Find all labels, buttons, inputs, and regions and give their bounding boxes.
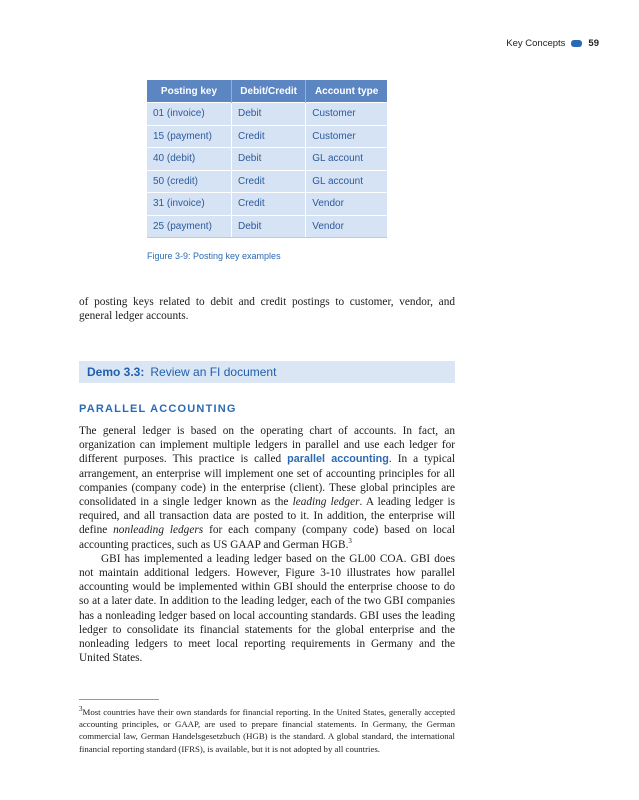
- table-cell: Credit: [232, 193, 306, 216]
- table-cell: 25 (payment): [147, 215, 232, 238]
- table-cell: Credit: [232, 125, 306, 148]
- table-row: [147, 170, 387, 193]
- footnote: [79, 706, 455, 755]
- section-heading: PARALLEL ACCOUNTING: [79, 403, 237, 415]
- table-cell: 31 (invoice): [147, 193, 232, 216]
- table-cell: 15 (payment): [147, 125, 232, 148]
- table-cell: Vendor: [306, 215, 387, 238]
- paragraph: [79, 424, 455, 552]
- table-cell: GL account: [306, 170, 387, 193]
- footnote-text: Most countries have their own standards for financial reporting. In the United States, generally accepted accounting principles, or GAAP, are used to prepare financial statements. In Germany, the German commercial law, German Handelsgesetzbuch (HGB) is the standard. A global standard, the international financial reporting standard (IFRS), is available, but it is not adopted by all countries.: [79, 707, 455, 754]
- demo-label: Demo 3.3:: [87, 365, 145, 379]
- page-number: 59: [588, 38, 599, 49]
- footnote-divider: [79, 699, 159, 700]
- table-header-row: [147, 80, 387, 103]
- table-header-cell: Debit/Credit: [232, 80, 306, 103]
- text-run: The general ledger is based on the operating chart of accounts. In fact, an organization can implement multiple ledgers in parallel and use each ledger for different purposes. This practice is called: [79, 425, 455, 466]
- table-cell: GL account: [306, 148, 387, 171]
- keyword: parallel accounting: [287, 453, 389, 466]
- table-cell: 01 (invoice): [147, 103, 232, 126]
- demo-title: Review an FI document: [150, 365, 277, 379]
- table-cell: Credit: [232, 170, 306, 193]
- intro-paragraph: of posting keys related to debit and credit postings to customer, vendor, and general ledger accounts.: [79, 296, 455, 323]
- table-row: [147, 215, 387, 238]
- table-cell: Debit: [232, 215, 306, 238]
- table-row: [147, 125, 387, 148]
- table-cell: Debit: [232, 103, 306, 126]
- footnote-marker: 3: [79, 705, 83, 714]
- table-header-cell: Account type: [306, 80, 387, 103]
- table-cell: Debit: [232, 148, 306, 171]
- table-row: [147, 148, 387, 171]
- text-run: . A leading ledger is required, and all transaction data are posted to it. In addition, the enterprise will define: [79, 496, 455, 537]
- table-header-cell: Posting key: [147, 80, 232, 103]
- text-run: . In a typical arrangement, an enterprise will implement one set of accounting principles for all companies (company code) in the enterprise (client). These global principles are consolidated in a single ledger known as the: [79, 453, 455, 509]
- running-header: [506, 38, 599, 49]
- body-text: [79, 424, 455, 665]
- header-section: Key Concepts: [506, 38, 566, 49]
- paragraph: GBI has implemented a leading ledger based on the GL00 COA. GBI does not maintain additional ledgers. However, Figure 3-10 illustrates how parallel accounting would be implemented within GBI should the enterprise choose to do so at a later date. In addition to the leading ledger, each of the two GBI companies has a nonleading ledger based on local accounting standards. GBI uses the leading ledger to consolidate its financial statements for the global enterprise and the nonleading ledgers to meet local reporting requirements in Germany and the United States.: [79, 552, 455, 665]
- table-row: [147, 103, 387, 126]
- demo-box: [79, 361, 455, 383]
- footnote-ref: 3: [348, 536, 352, 545]
- table-cell: 40 (debit): [147, 148, 232, 171]
- text-run: for each company (company code) based on local accounting practices, such as US GAAP and German HGB.: [79, 524, 455, 551]
- header-marker-icon: [571, 40, 582, 47]
- table-cell: 50 (credit): [147, 170, 232, 193]
- figure-caption: Figure 3-9: Posting key examples: [147, 251, 281, 261]
- table-cell: Customer: [306, 103, 387, 126]
- table-row: [147, 193, 387, 216]
- posting-key-table: [147, 80, 387, 238]
- table-cell: Customer: [306, 125, 387, 148]
- emphasis: leading ledger: [292, 496, 360, 509]
- emphasis: nonleading ledgers: [113, 524, 204, 537]
- table-cell: Vendor: [306, 193, 387, 216]
